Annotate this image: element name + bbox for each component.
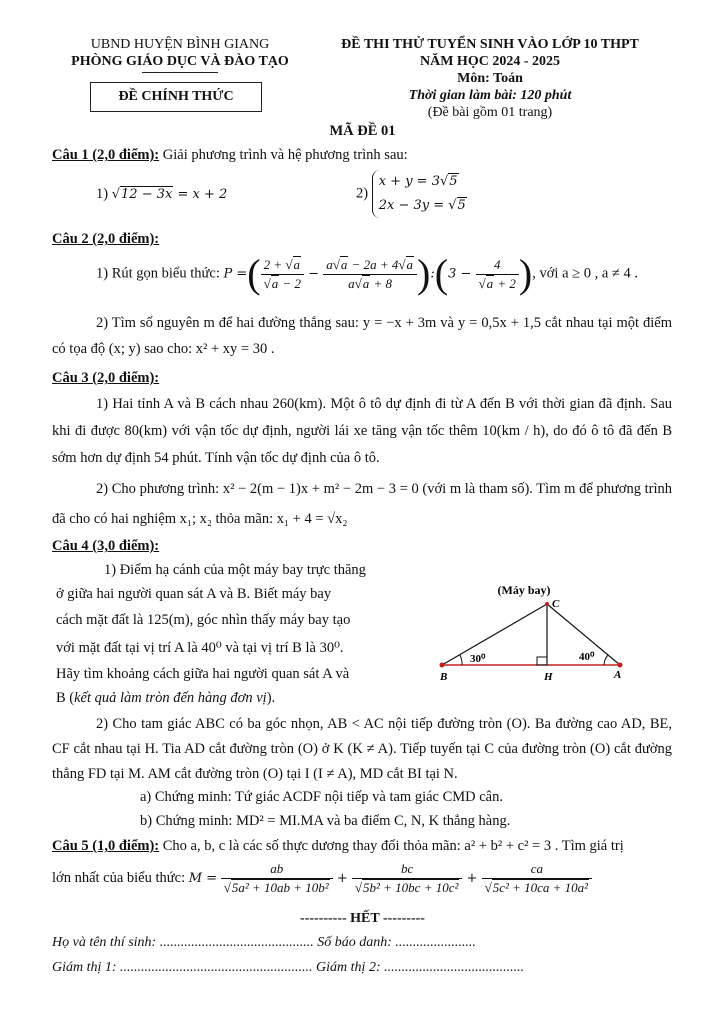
q4-heading xyxy=(52,538,159,555)
header-underline xyxy=(142,72,218,73)
q4-p1-line3: cách mặt đất là 125(m), góc nhìn thấy máy bay tạo xyxy=(56,612,351,628)
angle-b-label: 30⁰ xyxy=(470,653,486,665)
q2-expression: P = xyxy=(223,266,248,282)
q4-p1-line2: ở giữa hai người quan sát A và B. Biết máy bay xyxy=(56,586,332,602)
q4-p1-line6 xyxy=(56,690,275,707)
label-h: H xyxy=(544,671,553,683)
duration: Thời gian làm bài: 120 phút xyxy=(408,88,572,103)
q2-part1-text: 1) Rút gọn biểu thức: xyxy=(96,265,220,282)
page-count: (Đề bài gồm 01 trang) xyxy=(427,105,553,120)
right-angle-mark xyxy=(537,657,547,665)
q4-p1-line4: với mặt đất tại vị trí A là 40⁰ và tại vị trí B là 30⁰. xyxy=(56,640,344,656)
point-a xyxy=(618,663,623,668)
frac-2: $\frac{a√a - 2a + 4√a}{a√a + 8}$ xyxy=(323,256,417,293)
angle-a-label: 40⁰ xyxy=(579,651,595,663)
q2-condition: , với a ≥ 0 , a ≠ 4 . xyxy=(532,265,638,282)
q3-heading xyxy=(52,370,159,387)
q1-part1 xyxy=(96,186,227,203)
q2-heading xyxy=(52,231,159,248)
q1-part2 xyxy=(356,170,467,218)
department-name: PHÒNG GIÁO DỤC VÀ ĐÀO TẠO xyxy=(71,54,289,69)
label-a: A xyxy=(614,669,622,681)
q3-part2: 2) Cho phương trình: x² − 2(m − 1)x + m² − 2m − 3 = 0 (với m là tham số). Tìm m để phương trình đã cho có hai nghiệm x₁; x₂ thỏa mãn: x₁ + 4 = √x₂ xyxy=(52,481,672,527)
q1-equation: √12 − 3x = x + 2 xyxy=(111,187,228,202)
label-c: C xyxy=(552,598,560,610)
q5-heading xyxy=(52,838,624,855)
q5-expression-line: lớn nhất của biểu thức: M = $\frac{ab}{\text{√5a² + 10ab + 10b²}}$ + $\frac{bc}{\text{√5b² + 10bc + 10c²}}$ + $\frac{ca}{\text{√5c² + 10ca + 10a²}}$ xyxy=(52,860,592,897)
point-c xyxy=(545,602,549,606)
q5-title: Câu 5 (1,0 điểm): xyxy=(52,838,160,854)
q4-part2: 2) Cho tam giác ABC có ba góc nhọn, AB < AC nội tiếp đường tròn (O). Ba đường cao AD, BE, CF cắt nhau tại H. Tia AD cắt đường tròn (O) ở K (K ≠ A). Tiếp tuyến tại C của đường tròn (O) cắt đường thẳng FD tại M. AM cắt đường tròn (O) tại I (I ≠ A), MD cắt BI tại N. xyxy=(52,716,672,782)
q5-frac-1: $\frac{ab}{\text{√5a² + 10ab + 10b²}}$ xyxy=(221,860,333,897)
q1-part2-label: 2) xyxy=(356,185,369,202)
q4-p1-line1: 1) Điểm hạ cánh của một máy bay trực thăng xyxy=(104,562,366,578)
q4-part2a: a) Chứng minh: Tứ giác ACDF nội tiếp và tam giác CMD cân. xyxy=(140,789,503,805)
exam-code: MÃ ĐỀ 01 xyxy=(329,123,396,139)
q5-frac-3: $\frac{ca}{\text{√5c² + 10ca + 10a²}}$ xyxy=(482,860,593,897)
subject: Môn: Toán xyxy=(457,71,523,86)
helicopter-figure xyxy=(432,580,632,684)
q1-text: Giải phương trình và hệ phương trình sau: xyxy=(162,147,408,163)
q4-p1-line6-b: kết quả làm tròn đến hàng đơn vị xyxy=(74,690,267,706)
q2-part1: 1) Rút gọn biểu thức: P =( $\frac{2 + √a}{√a - 2}$ − $\frac{a√a - 2a + 4√a}{a√a + 8}$ ):(3 − $\frac{4}{√a + 2}$ ), với a ≥ 0 , a ≠ 4 . xyxy=(96,251,638,296)
q1-title: Câu 1 (2,0 điểm): xyxy=(52,147,160,163)
end-marker: ---------- HẾT --------- xyxy=(300,911,425,926)
exam-title: ĐỀ THI THỬ TUYỂN SINH VÀO LỚP 10 THPT xyxy=(341,37,639,52)
official-stamp: ĐỀ CHÍNH THỨC xyxy=(90,82,262,112)
header-left xyxy=(60,36,300,73)
q2-part2: 2) Tìm số nguyên m để hai đường thẳng sau: y = −x + 3m và y = 0,5x + 1,5 cắt nhau tại một điểm có tọa độ (x; y) sao cho: x² + xy = 30 . xyxy=(52,315,672,357)
q5-text: Cho a, b, c là các số thực dương thay đổi thỏa mãn: a² + b² + c² = 3 . Tìm giá trị xyxy=(162,838,624,854)
q5-text2: lớn nhất của biểu thức: xyxy=(52,870,186,886)
line-bc xyxy=(442,604,547,665)
point-b xyxy=(440,663,445,668)
fig-title: (Máy bay) xyxy=(497,583,551,597)
candidate-info-line: Họ và tên thí sinh: ............................................ Số báo danh: ....................... xyxy=(52,935,476,950)
frac-1: $\frac{2 + √a}{√a - 2}$ xyxy=(261,256,304,293)
q4-p1-line6-c: ). xyxy=(266,690,276,706)
school-year: NĂM HỌC 2024 - 2025 xyxy=(420,54,560,69)
q4-p1-line5: Hãy tìm khoảng cách giữa hai người quan sát A và xyxy=(56,666,350,682)
q1-part1-label: 1) xyxy=(96,186,109,202)
q2-title: Câu 2 (2,0 điểm): xyxy=(52,231,160,247)
frac-3: $\frac{4}{√a + 2}$ xyxy=(476,256,519,293)
label-b: B xyxy=(440,671,448,683)
authority-name: UBND HUYỆN BÌNH GIANG xyxy=(90,37,270,52)
q1-heading xyxy=(52,147,408,164)
angle-b-arc xyxy=(460,655,462,665)
q5-frac-2: $\frac{bc}{\text{√5b² + 10bc + 10c²}}$ xyxy=(352,860,463,897)
q3-part1: 1) Hai tỉnh A và B cách nhau 260(km). Một ô tô dự định đi từ A đến B với thời gian đã định. Sau khi đi được 80(km) với vận tốc dự định, người lái xe tăng vận tốc thêm 10(km / h), do đó ô tô đã đến B sớm hơn dự định 54 phút. Tính vận tốc dự định của ô tô. xyxy=(52,396,672,466)
q3-title: Câu 3 (2,0 điểm): xyxy=(52,370,160,386)
angle-a-arc xyxy=(604,655,608,665)
invigilator-line: Giám thị 1: ....................................................... Giám thị 2: ........................................ xyxy=(52,960,525,975)
q4-part2b: b) Chứng minh: MD² = MI.MA và ba điểm C, N, K thẳng hàng. xyxy=(140,813,511,829)
q4-title: Câu 4 (3,0 điểm): xyxy=(52,538,160,554)
header-right xyxy=(330,36,650,121)
q4-p1-line6-a: B ( xyxy=(56,690,75,706)
q1-system: x + y = 3√5 2x − 3y = √5 xyxy=(372,170,467,218)
